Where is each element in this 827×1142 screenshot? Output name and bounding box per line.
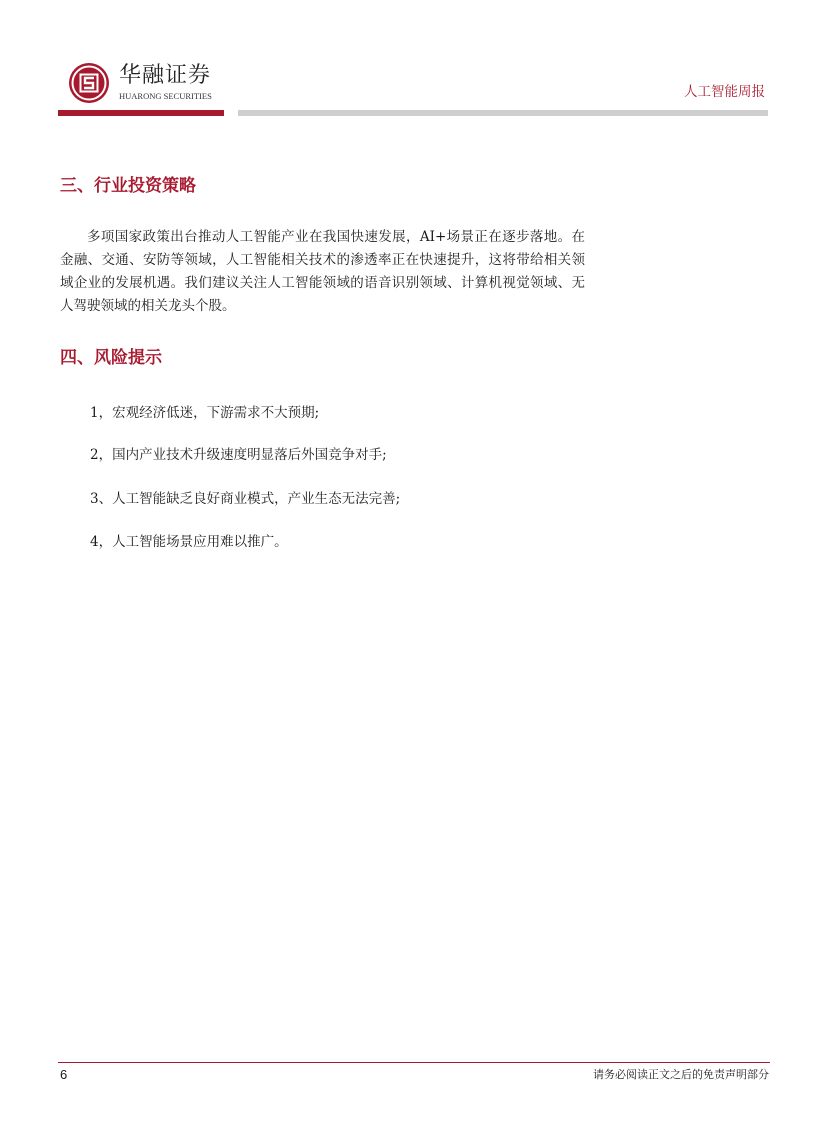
header-divider-grey xyxy=(238,110,768,116)
huarong-logo xyxy=(68,62,110,104)
strategy-paragraph: 多项国家政策出台推动人工智能产业在我国快速发展，AI+场景正在逐步落地。在金融、交通、安防等领域，人工智能相关技术的渗透率正在快速提升，这将带给相关领域企业的发展机遇。我们建议关注人工智能领域的语音识别领域、计算机视觉领域、无人驾驶领域的相关龙头个股。 xyxy=(60,229,585,314)
header-divider-red xyxy=(58,110,224,116)
brand-subtitle: HUARONG SECURITIES xyxy=(119,91,212,101)
risk-item: 4，人工智能场景应用难以推广。 xyxy=(90,534,288,550)
page-number: 6 xyxy=(60,1067,68,1082)
risk-item: 2，国内产业技术升级速度明显落后外国竞争对手; xyxy=(90,447,387,463)
section-heading-risk: 四、风险提示 xyxy=(60,348,162,368)
footer-divider xyxy=(58,1062,770,1063)
risk-item: 3、人工智能缺乏良好商业模式，产业生态无法完善; xyxy=(90,491,401,507)
report-type: 人工智能周报 xyxy=(684,84,765,100)
section-heading-strategy: 三、行业投资策略 xyxy=(60,176,196,196)
risk-item: 1，宏观经济低迷，下游需求不大预期; xyxy=(90,405,320,421)
huarong-seal-icon xyxy=(68,62,110,104)
brand-name: 华融证券 xyxy=(119,63,212,88)
disclaimer: 请务必阅读正文之后的免责声明部分 xyxy=(593,1068,769,1081)
